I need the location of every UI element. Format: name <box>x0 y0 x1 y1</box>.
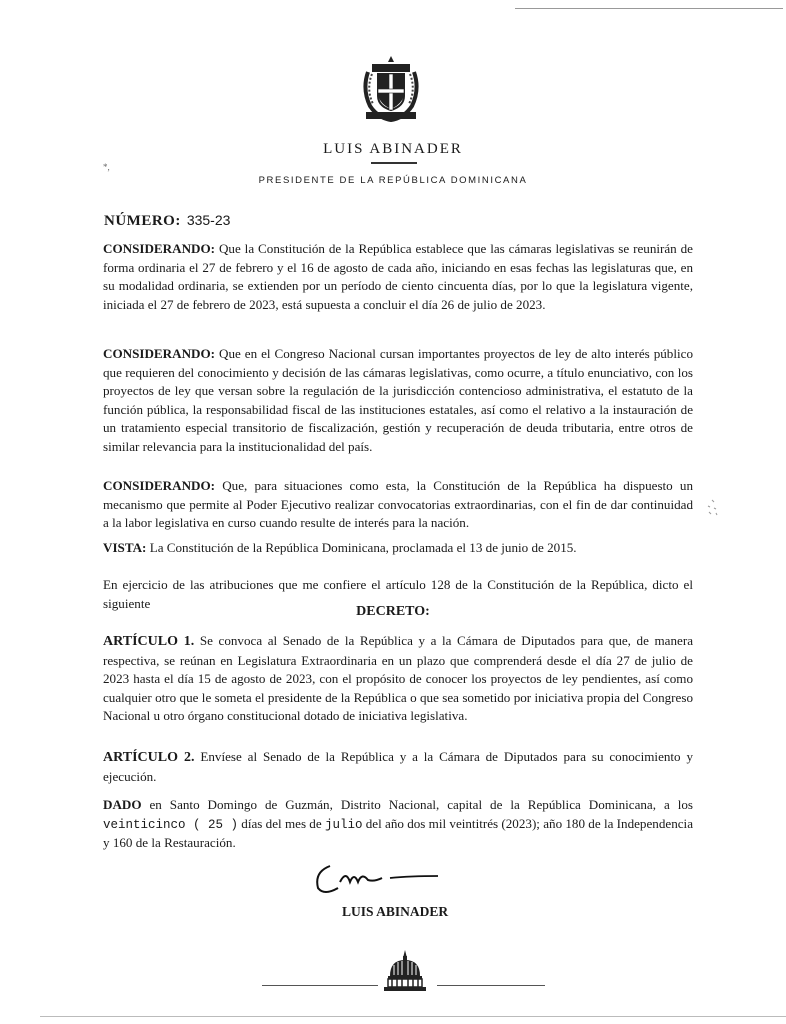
dado-day: veinticinco ( 25 ) <box>103 817 239 832</box>
considerando-label: CONSIDERANDO: <box>103 478 216 493</box>
article-text: Envíese al Senado de la República y a la Cámara de Diputados para su conocimiento y ejecución. <box>103 749 693 784</box>
considerando-label: CONSIDERANDO: <box>103 241 216 256</box>
article-label: ARTÍCULO 2. <box>103 750 195 765</box>
name-underline <box>371 162 417 164</box>
coat-of-arms-icon <box>360 54 422 124</box>
dado-paragraph <box>103 796 693 853</box>
palace-logo-icon <box>382 950 428 992</box>
dado-text: días del mes de <box>238 815 325 831</box>
considerando-paragraph <box>103 345 693 457</box>
margin-mark-icon <box>704 498 722 518</box>
ejercicio-paragraph: En ejercicio de las atribuciones que me confiere el artículo 128 de la Constitución de la República, dicto el siguiente <box>103 577 693 611</box>
numero-value: 335-23 <box>186 212 231 228</box>
page-edge-line <box>40 1016 786 1017</box>
considerando-paragraph <box>103 240 693 314</box>
dado-text: en Santo Domingo de Guzmán, Distrito Nacional, capital de la República Dominicana, a los <box>141 797 693 812</box>
decreto-heading: DECRETO: <box>356 604 430 619</box>
decree-number <box>104 212 230 230</box>
bottom-divider-right <box>437 985 545 986</box>
dado-text: del año dos mil veintitrés (2023); año 180 de la Independencia y 160 de la Restauración. <box>103 815 693 851</box>
considerando-label: CONSIDERANDO: <box>103 346 216 361</box>
president-title: PRESIDENTE DE LA REPÚBLICA DOMINICANA <box>258 175 528 186</box>
numero-label: NÚMERO: <box>104 213 181 229</box>
bottom-divider-left <box>262 985 378 986</box>
dado-label: DADO <box>103 797 142 812</box>
article-text: Se convoca al Senado de la República y a la Cámara de Diputados para que, de manera respectiva, se reúnan en Legislatura Extraordinaria en un plazo que comprenderá desde el día 27 de julio de 2023 hasta el día 15 de agosto de 2023, con el propósito de conocer los proyectos de ley pendientes, así como cualquier otro que le someta el presidente de la República o que sea sometido por iniciativa propia del Congreso Nacional u otro órgano constitucional dotado de iniciativa legislativa. <box>103 633 693 724</box>
vista-text: La Constitución de la República Dominicana, proclamada el 13 de junio de 2015. <box>146 540 577 555</box>
article-paragraph <box>103 748 693 786</box>
considerando-text: Que la Constitución de la República establece que las cámaras legislativas se reunirán de forma ordinaria el 27 de febrero y el 16 de agosto de cada año, iniciando en esas fechas las legislaturas que, en su modalidad ordinaria, se extienden por un período de ciento cincuenta días, por lo que la legislatura vigente, iniciada el 27 de febrero de 2023, está supuesta a concluir el día 26 de julio de 2023. <box>103 241 693 312</box>
signature-icon <box>310 852 460 902</box>
vista-paragraph <box>103 539 693 558</box>
article-paragraph <box>103 632 693 726</box>
article-label: ARTÍCULO 1. <box>103 634 195 649</box>
considerando-paragraph <box>103 477 693 533</box>
vista-label: VISTA: <box>103 540 147 555</box>
dado-month: julio <box>324 817 363 832</box>
considerando-text: Que, para situaciones como esta, la Constitución de la República ha dispuesto un mecanismo que permite al Poder Ejecutivo realizar convocatorias extraordinarias, con el fin de dar continuidad a la labor legislativa en curso cuando resulte de interés para la nación. <box>103 478 693 531</box>
margin-mark: *, <box>103 162 110 172</box>
signature-name: LUIS ABINADER <box>342 904 449 919</box>
president-name: LUIS ABINADER <box>323 141 463 157</box>
top-divider <box>515 8 783 9</box>
considerando-text: Que en el Congreso Nacional cursan importantes proyectos de ley de alto interés público que requieren del conocimiento y decisión de las cámaras legislativas, como ocurre, a título enunciativo, con los proyectos de ley que versan sobre la regulación de la jurisdicción contencioso administrativa, el estatuto de la función pública, la responsabilidad fiscal de las instituciones estatales, así como el relativo a la instauración de un tratamiento especial transitorio de fiscalización, gestión y recuperación de deuda tributaria, entre otros de similar relevancia para la institucionalidad del país. <box>103 346 693 454</box>
